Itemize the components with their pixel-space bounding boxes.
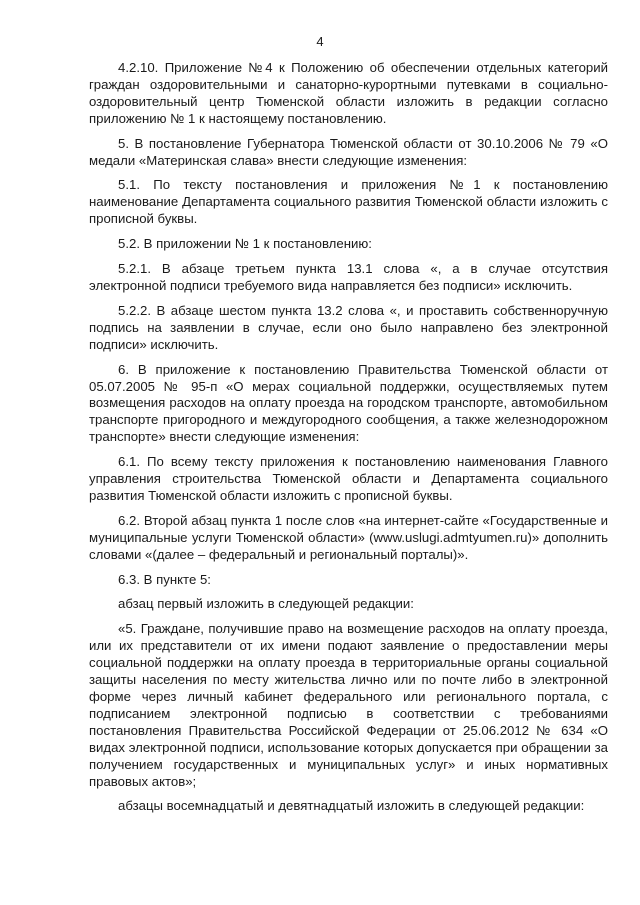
paragraph-6-1: 6.1. По всему тексту приложения к постановлению наименования Главного управления строительства Тюменской области и Департамента социального развития Тюменской области изложить с прописной буквы.	[89, 454, 608, 503]
document-body	[89, 60, 608, 823]
paragraph-quote-5: «5. Граждане, получившие право на возмещение расходов на оплату проезда, или их представители от их имени подают заявление о предоставлении меры социальной поддержки на оплату проезда в территориальные органы социальной защиты населения по месту жительства лично или по почте либо в электронной форме через личный кабинет федерального или регионального портала, с подписанием электронной подписью в соответствии с требованиями постановления Правительства Российской Федерации от 25.06.2012 № 634 «О видах электронной подписи, использование которых допускается при обращении за получением государственных и муниципальных услуг» и иных нормативных правовых актов»;	[89, 621, 608, 789]
paragraph-5-2: 5.2. В приложении № 1 к постановлению:	[118, 236, 372, 252]
paragraph-6-2: 6.2. Второй абзац пункта 1 после слов «на интернет-сайте «Государственные и муниципальные услуги Тюменской области» (www.uslugi.admtyumen.ru)» дополнить словами «(далее – федеральный и региональный порталы)».	[89, 512, 608, 562]
paragraph-6-3: 6.3. В пункте 5:	[118, 571, 211, 587]
paragraph-5-2-2: 5.2.2. В абзаце шестом пункта 13.2 слова «, и проставить собственноручную подпись на заявлении в случае, если оно было направлено без электронной подписи» исключить.	[89, 302, 608, 352]
page-number: 4	[316, 34, 324, 49]
paragraph-4-2-10: 4.2.10. Приложение №4 к Положению об обеспечении отдельных категорий граждан оздоровительными и санаторно-курортными путевками в социально-оздоровительный центр Тюменской области изложить в редакции согласно приложению № 1 к настоящему постановлению.	[89, 60, 608, 126]
paragraph-6: 6. В приложение к постановлению Правительства Тюменской области от 05.07.2005 № 95-п «О мерах социальной поддержки, осуществляемых путем возмещения расходов на оплату проезда на городском транспорте, автомобильном транспорте пригородного и междугородного сообщения, а также железнодорожном транспорте» внести следующие изменения:	[89, 361, 608, 445]
paragraph-5-2-1: 5.2.1. В абзаце третьем пункта 13.1 слова «, а в случае отсутствия электронной подписи требуемого вида направляется без подписи» исключить.	[89, 261, 608, 293]
paragraph-5-1: 5.1. По тексту постановления и приложения №1 к постановлению наименование Департамента социального развития Тюменской области изложить с прописной буквы.	[89, 177, 608, 227]
paragraph-first-abzac: абзац первый изложить в следующей редакции:	[118, 596, 414, 612]
paragraph-abzacy-18-19: абзацы восемнадцатый и девятнадцатый изложить в следующей редакции:	[118, 798, 585, 814]
paragraph-5: 5. В постановление Губернатора Тюменской области от 30.10.2006 № 79 «О медали «Материнская слава» внести следующие изменения:	[89, 135, 608, 168]
